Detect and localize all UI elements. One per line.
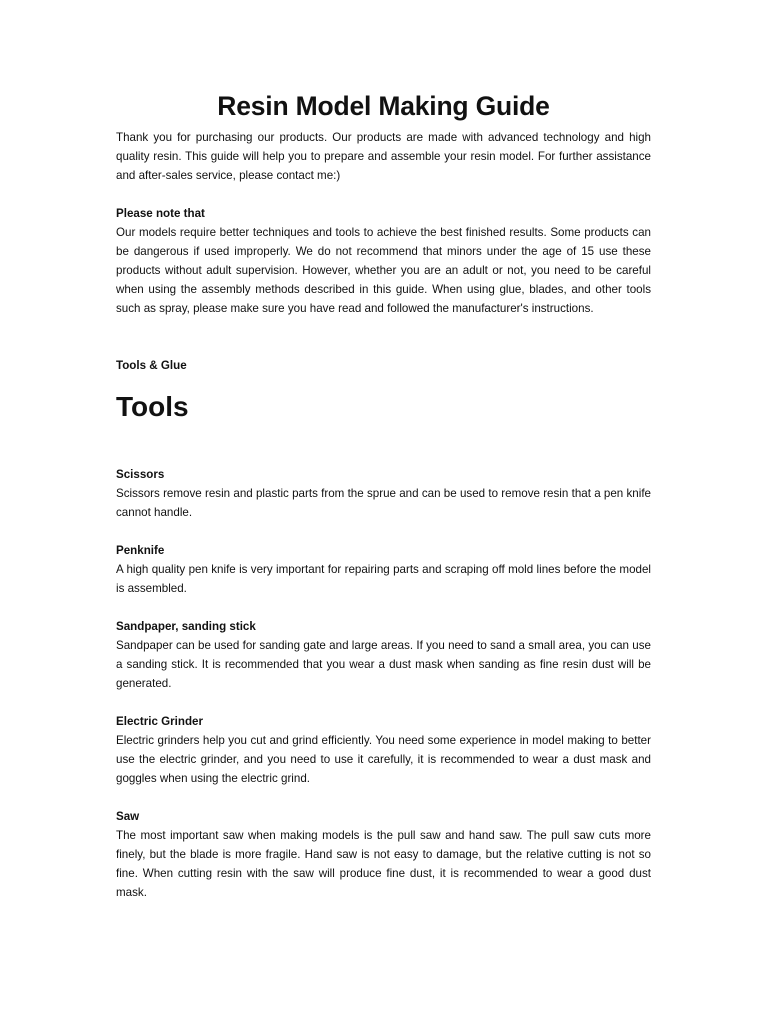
- tool-description: Electric grinders help you cut and grind efficiently. You need some experience in model making to better use the electric grinder, and you need to use it carefully, it is recommended to wear a dust mask and goggles when using the electric grind.: [116, 734, 651, 785]
- tool-name: Scissors: [116, 468, 165, 481]
- tool-item-sandpaper: [116, 617, 651, 693]
- tool-item-electric-grinder: [116, 712, 651, 788]
- intro-paragraph: Thank you for purchasing our products. Our products are made with advanced technology and high quality resin. This guide will help you to prepare and assemble your resin model. For further assistance and after-sales service, please contact me:): [116, 131, 651, 182]
- tool-description: A high quality pen knife is very important for repairing parts and scraping off mold lines before the model is assembled.: [116, 563, 651, 595]
- tool-description: The most important saw when making models is the pull saw and hand saw. The pull saw cuts more finely, but the blade is more fragile. Hand saw is not easy to damage, but the relative cutting is not so fine. When cutting resin with the saw will produce fine dust, it is recommended to wear a good dust mask.: [116, 829, 651, 899]
- note-heading: Please note that: [116, 207, 205, 220]
- document-page: [116, 88, 651, 902]
- tool-item-saw: [116, 807, 651, 902]
- tool-name: Electric Grinder: [116, 715, 203, 728]
- document-title: Resin Model Making Guide: [217, 91, 550, 121]
- tool-item-penknife: [116, 541, 651, 598]
- note-paragraph: Our models require better techniques and tools to achieve the best finished results. Some products can be dangerous if used improperly. We do not recommend that minors under the age of 15 use these products without adult supervision. However, whether you are an adult or not, you need to be careful when using the assembly methods described in this guide. When using glue, blades, and other tools such as spray, please make sure you have read and followed the manufacturer's instructions.: [116, 226, 651, 315]
- tool-name: Penknife: [116, 544, 165, 557]
- tool-description: Scissors remove resin and plastic parts from the sprue and can be used to remove resin that a pen knife cannot handle.: [116, 487, 651, 519]
- toc-label: Tools & Glue: [116, 359, 187, 372]
- section-title-tools: Tools: [116, 391, 189, 422]
- tool-item-scissors: [116, 465, 651, 522]
- tool-name: Saw: [116, 810, 140, 823]
- tool-name: Sandpaper, sanding stick: [116, 620, 256, 633]
- tool-description: Sandpaper can be used for sanding gate and large areas. If you need to sand a small area, you can use a sanding stick. It is recommended that you wear a dust mask when sanding as fine resin dust will be generated.: [116, 639, 651, 690]
